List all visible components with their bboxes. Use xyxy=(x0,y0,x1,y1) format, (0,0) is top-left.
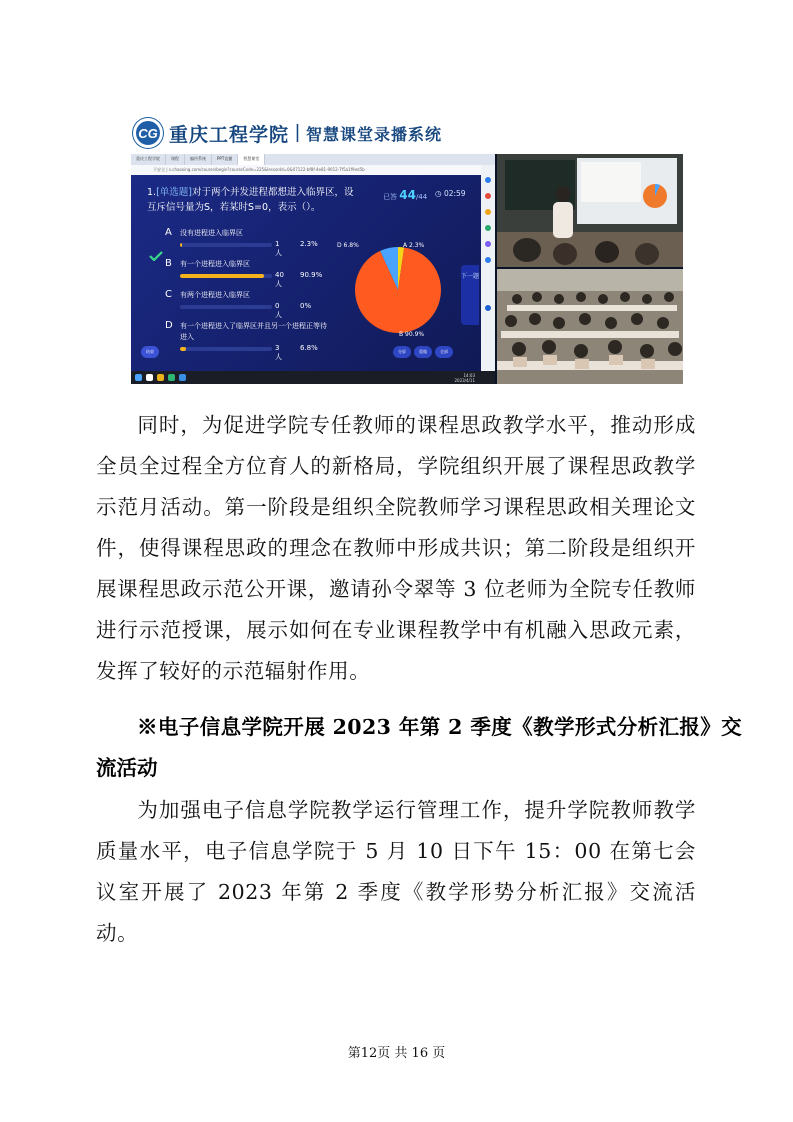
system-name: 智慧课堂录播系统 xyxy=(305,124,442,144)
students-camera-feed xyxy=(497,269,683,384)
result-pie-chart xyxy=(353,245,443,335)
sidebar-app-icon[interactable] xyxy=(485,257,491,263)
browser-tab[interactable]: 重庆工程学院 xyxy=(131,154,166,165)
school-logo-icon: CG xyxy=(133,118,163,148)
paragraph-text: 为加强电子信息学院教学运行管理工作，提升学院教师教学质量水平，电子信息学院于 5 月 10 日下午 15：00 在第七会议室开展了 2023 年第 2 季度《教学形势分析汇报》交流活动。 xyxy=(96,798,696,945)
pie-label-b: B 90.9% xyxy=(399,331,425,338)
option-bar-fill xyxy=(180,243,182,247)
sidebar-app-icon[interactable] xyxy=(485,225,491,231)
option-text: 有两个进程进入临界区 xyxy=(180,291,250,299)
answered-count: 44 xyxy=(399,188,416,202)
option-bar xyxy=(180,305,272,309)
sidebar-app-icon[interactable] xyxy=(485,305,491,311)
paragraph-text: 同时，为促进学院专任教师的课程思政教学水平，推动形成全员全过程全方位育人的新格局，学院组织开展了课程思政教学示范月活动。第一阶段是组织全院教师学习课程思政相关理论文件，使得课程思政的理念在教师中形成共识；第二阶段是组织开展课程思政示范公开课，邀请孙令翠等 3 位老师为全院专任教师进行示范授课，展示如何在专业课程教学中有机融入思政元素，发挥了较好的示范辐射作用。 xyxy=(96,413,696,683)
taskbar-time: 14:03 xyxy=(463,373,475,378)
address-bar[interactable]: 不安全 | s.chaoxing.com/course/begin?courseCode=225&lessonId=0&07122-bf8f-4e81-9012-7f5a1f9ed5b xyxy=(131,165,495,175)
question-text: 对于两个并发进程都想进入临界区，设互斥信号量为S，若某时S=0，表示（）。 xyxy=(147,187,354,213)
answered-counter xyxy=(383,188,427,202)
option-pct: 0% xyxy=(300,302,312,310)
start-icon[interactable] xyxy=(135,374,142,381)
browser-window xyxy=(131,154,495,384)
browser-tab-active[interactable]: 智慧课堂 xyxy=(238,154,265,165)
folder-icon[interactable] xyxy=(157,374,164,381)
question-number: 1. xyxy=(147,187,157,198)
timer-value: 02:59 xyxy=(443,189,466,198)
option-text: 有一个进程进入临界区 xyxy=(180,260,250,268)
option-bar xyxy=(180,274,272,278)
next-question-tab[interactable]: 下一题 xyxy=(461,265,479,325)
taskbar-clock xyxy=(454,373,475,383)
sidebar-app-icon[interactable] xyxy=(485,241,491,247)
option-pct: 2.3% xyxy=(300,240,318,248)
pie-label-d: D 6.8% xyxy=(337,242,359,249)
browser-sidebar xyxy=(481,165,495,371)
option-count: 0人 xyxy=(275,302,282,319)
app-icon[interactable] xyxy=(179,374,186,381)
lecturer-scene-image xyxy=(497,154,683,267)
browser-tab[interactable]: 编经系统 xyxy=(185,154,212,165)
lecturer-camera-feed xyxy=(497,154,683,267)
answered-total: /44 xyxy=(415,193,428,201)
end-button[interactable]: 结束 xyxy=(141,346,159,358)
classroom-screenshot xyxy=(131,154,683,384)
option-count: 40人 xyxy=(275,271,284,288)
option-text: 没有进程进入临界区 xyxy=(180,229,243,237)
option-letter: A xyxy=(165,227,172,238)
option-bar-fill xyxy=(180,347,186,351)
split-screen-button[interactable]: 分屏 xyxy=(393,346,411,358)
sidebar-app-icon[interactable] xyxy=(485,209,491,215)
option-pct: 90.9% xyxy=(300,271,323,279)
option-count: 1人 xyxy=(275,240,282,257)
browser-tab[interactable]: 课程 xyxy=(166,154,185,165)
students-scene-image xyxy=(497,269,683,384)
taskbar-date: 2023/4/11 xyxy=(454,378,475,383)
sidebar-app-icon[interactable] xyxy=(485,193,491,199)
option-count: 3人 xyxy=(275,344,282,361)
section-heading: ※电子信息学院开展 2023 年第 2 季度《教学形式分析汇报》交 xyxy=(137,715,743,739)
answered-label: 已答 xyxy=(383,193,397,201)
header-separator: | xyxy=(295,122,300,143)
option-bar xyxy=(180,243,272,247)
all-button[interactable]: 全部 xyxy=(435,346,453,358)
option-bar-fill xyxy=(180,274,264,278)
windows-taskbar xyxy=(131,371,495,384)
option-letter: B xyxy=(165,258,172,269)
option-text: 有一个进程进入了临界区并且另一个进程正等待进入 xyxy=(180,322,327,341)
paragraph-teaching-analysis xyxy=(96,790,696,954)
option-letter: D xyxy=(165,320,173,331)
question-title xyxy=(147,185,357,215)
section-heading-continued: 流活动 xyxy=(96,756,158,780)
paragraph-curriculum-ideology xyxy=(96,405,696,692)
browser-tabbar xyxy=(131,154,495,165)
option-pct: 6.8% xyxy=(300,344,318,352)
browser-tab[interactable]: PPT直播 xyxy=(212,154,238,165)
pie-label-a: A 2.3% xyxy=(403,242,425,249)
check-icon xyxy=(149,251,163,261)
search-icon[interactable] xyxy=(146,374,153,381)
quiz-panel xyxy=(131,175,481,371)
browser-icon[interactable] xyxy=(168,374,175,381)
redo-button[interactable]: 重做 xyxy=(414,346,432,358)
header-logo xyxy=(133,116,442,150)
option-letter: C xyxy=(165,289,172,300)
school-name: 重庆工程学院 xyxy=(169,123,290,146)
option-bar xyxy=(180,347,272,351)
sidebar-app-icon[interactable] xyxy=(485,177,491,183)
page-number: 第12页 共 16 页 xyxy=(347,1046,446,1061)
timer: ◷ 02:59 xyxy=(435,189,466,198)
question-tag: [单选题] xyxy=(156,187,192,198)
